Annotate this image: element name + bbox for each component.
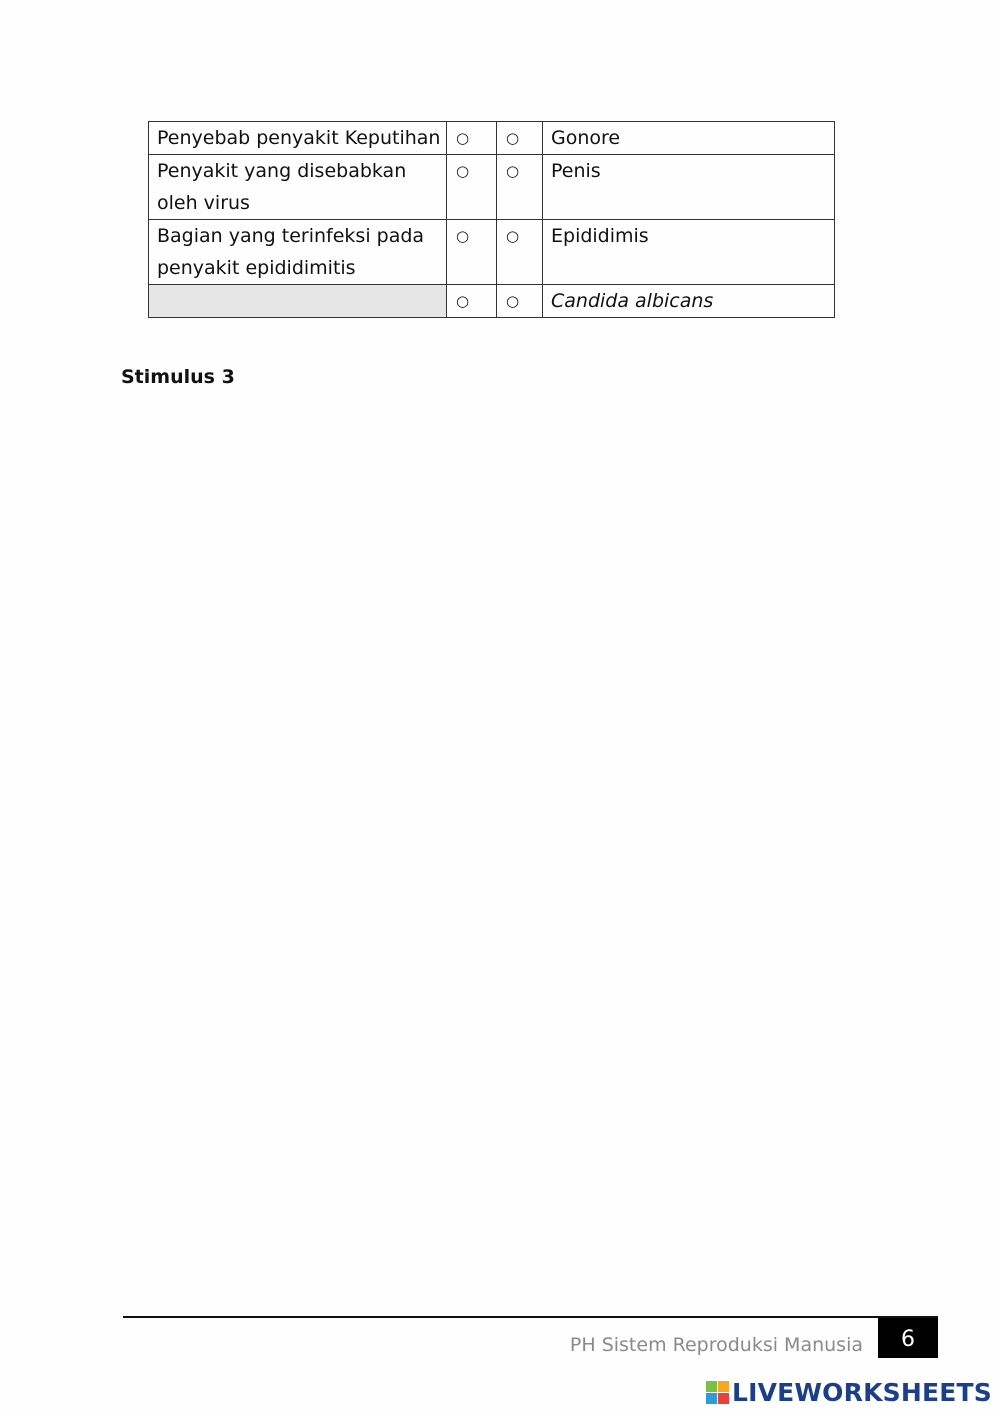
table-row [149, 285, 835, 318]
right-match-dot[interactable]: ○ [497, 155, 543, 220]
brand-watermark [706, 1378, 992, 1407]
left-match-dot[interactable]: ○ [447, 155, 497, 220]
logo-square-bl [706, 1393, 717, 1404]
liveworksheets-logo-icon [706, 1381, 729, 1404]
logo-square-tr [718, 1381, 729, 1392]
answer-cell: Gonore [543, 122, 835, 155]
table-row [149, 122, 835, 155]
matching-table [148, 121, 835, 318]
logo-square-tl [706, 1381, 717, 1392]
table-row [149, 220, 835, 285]
question-cell: Bagian yang terinfeksi pada penyakit epididimitis [149, 220, 447, 285]
left-match-dot[interactable]: ○ [447, 220, 497, 285]
empty-shaded-cell [149, 285, 447, 318]
footer-title: PH Sistem Reproduksi Manusia [569, 1334, 863, 1356]
stimulus-heading: Stimulus 3 [121, 366, 235, 388]
answer-cell: Epididimis [543, 220, 835, 285]
table-row [149, 155, 835, 220]
brand-text: LIVEWORKSHEETS [731, 1378, 992, 1407]
page-number: 6 [878, 1318, 938, 1358]
right-match-dot[interactable]: ○ [497, 285, 543, 318]
question-cell: Penyakit yang disebabkan oleh virus [149, 155, 447, 220]
footer-divider [123, 1316, 938, 1318]
question-cell: Penyebab penyakit Keputihan [149, 122, 447, 155]
logo-square-br [718, 1393, 729, 1404]
answer-cell: Penis [543, 155, 835, 220]
right-match-dot[interactable]: ○ [497, 122, 543, 155]
left-match-dot[interactable]: ○ [447, 285, 497, 318]
answer-cell: Candida albicans [543, 285, 835, 318]
left-match-dot[interactable]: ○ [447, 122, 497, 155]
right-match-dot[interactable]: ○ [497, 220, 543, 285]
